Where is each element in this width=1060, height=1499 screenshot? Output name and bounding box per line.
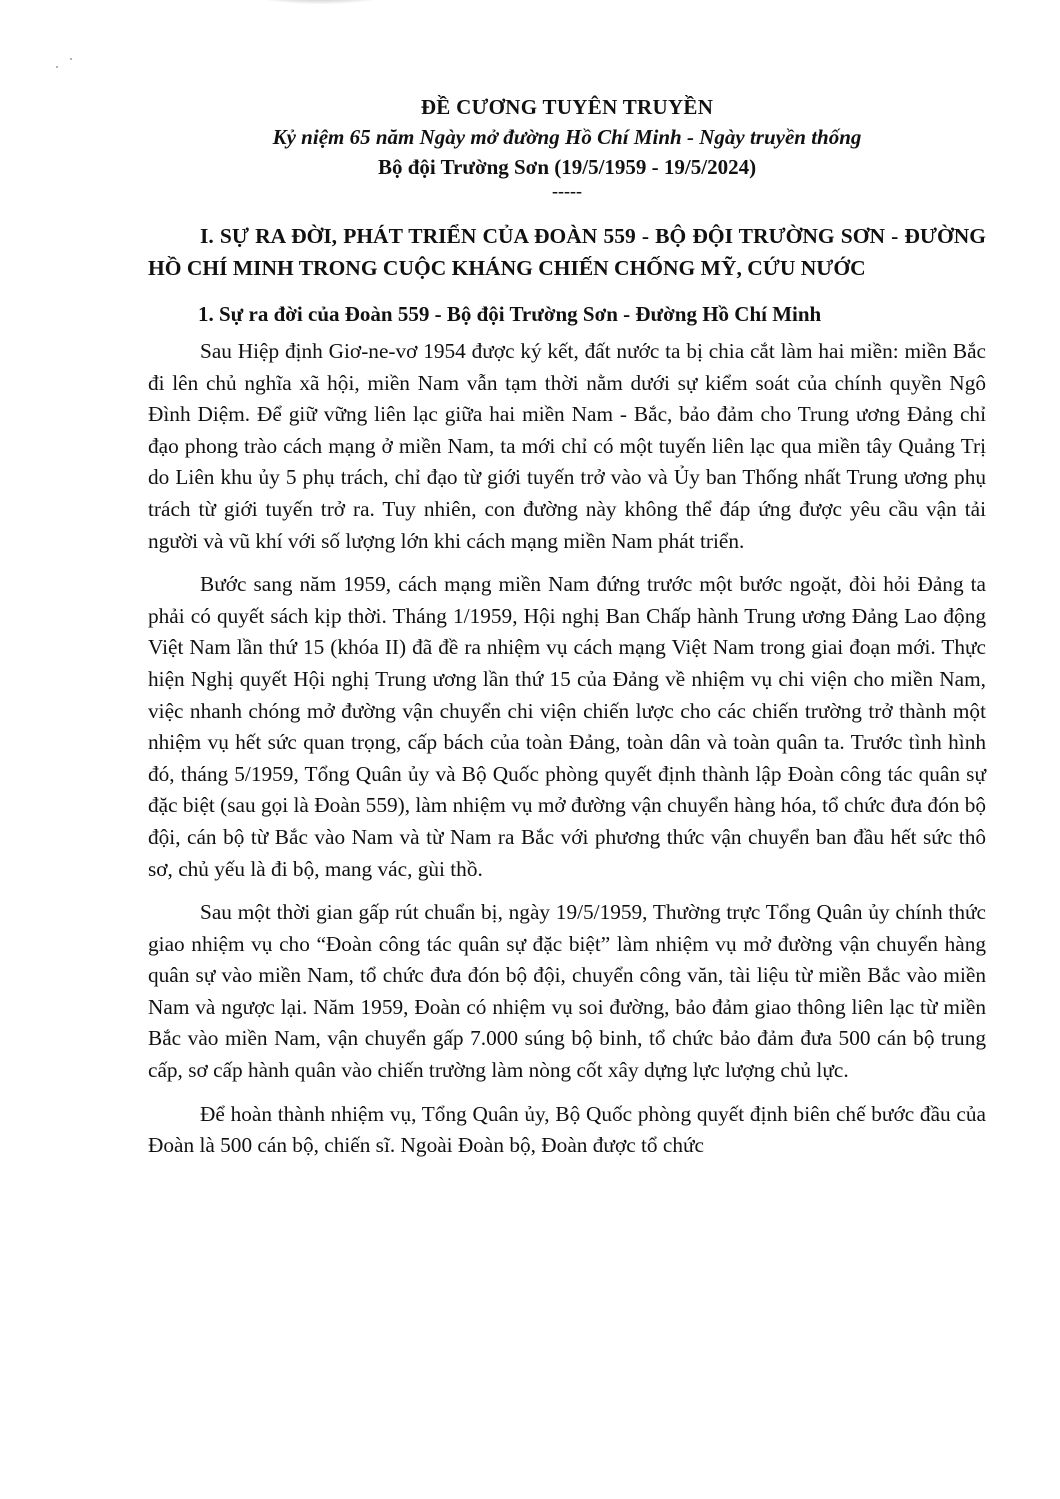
document-subtitle-line-1: Kỷ niệm 65 năm Ngày mở đường Hồ Chí Minh - Ngày truyền thống: [272, 125, 862, 149]
section-1-heading: I. SỰ RA ĐỜI, PHÁT TRIỂN CỦA ĐOÀN 559 - BỘ ĐỘI TRƯỜNG SƠN - ĐƯỜNG HỒ CHÍ MINH TRONG CUỘC KHÁNG CHIẾN CHỐNG MỸ, CỨU NƯỚC: [148, 224, 986, 280]
title-block: [148, 92, 986, 182]
document-title: ĐỀ CƯƠNG TUYÊN TRUYỀN: [420, 95, 714, 119]
scan-dot: [70, 58, 72, 60]
document-subtitle-line-2: Bộ đội Trường Sơn (19/5/1959 - 19/5/2024): [377, 155, 757, 179]
subsection-1-heading: 1. Sự ra đời của Đoàn 559 - Bộ đội Trường Sơn - Đường Hồ Chí Minh: [198, 302, 822, 326]
title-separator: -----: [552, 181, 582, 201]
paragraph-3: Sau một thời gian gấp rút chuẩn bị, ngày 19/5/1959, Thường trực Tổng Quân ủy chính thức giao nhiệm vụ cho “Đoàn công tác quân sự đặc biệt” làm nhiệm vụ mở đường vận chuyển hàng quân sự vào miền Nam, tổ chức đưa đón bộ đội, chuyển công văn, tài liệu từ miền Bắc vào miền Nam và ngược lại. Năm 1959, Đoàn có nhiệm vụ soi đường, bảo đảm giao thông liên lạc từ miền Bắc vào miền Nam, vận chuyển gấp 7.000 súng bộ binh, tổ chức bảo đảm đưa 500 cán bộ trung cấp, sơ cấp hành quân vào chiến trường làm nòng cốt xây dựng lực lượng chủ lực.: [148, 900, 986, 1083]
document-page: [148, 92, 986, 1162]
paragraph-2: Bước sang năm 1959, cách mạng miền Nam đứng trước một bước ngoặt, đòi hỏi Đảng ta phải có quyết sách kịp thời. Tháng 1/1959, Hội nghị Ban Chấp hành Trung ương Đảng Lao động Việt Nam lần thứ 15 (khóa II) đã đề ra nhiệm vụ cách mạng Việt Nam trong giai đoạn mới. Thực hiện Nghị quyết Hội nghị Trung ương lần thứ 15 của Đảng về nhiệm vụ chi viện cho miền Nam, việc nhanh chóng mở đường vận chuyển chi viện chiến lược cho các chiến trường trở thành một nhiệm vụ hết sức quan trọng, cấp bách của toàn Đảng, toàn dân và toàn quân ta. Trước tình hình đó, tháng 5/1959, Tổng Quân ủy và Bộ Quốc phòng quyết định thành lập Đoàn công tác quân sự đặc biệt (sau gọi là Đoàn 559), làm nhiệm vụ mở đường vận chuyển hàng hóa, tổ chức đưa đón bộ đội, cán bộ từ Bắc vào Nam và từ Nam ra Bắc với phương thức vận chuyển ban đầu hết sức thô sơ, chủ yếu là đi bộ, mang vác, gùi thồ.: [148, 572, 986, 881]
scan-artifact: [250, 0, 390, 4]
scan-dot: [56, 66, 58, 68]
paragraph-4: Để hoàn thành nhiệm vụ, Tổng Quân ủy, Bộ Quốc phòng quyết định biên chế bước đầu của Đoàn là 500 cán bộ, chiến sĩ. Ngoài Đoàn bộ, Đoàn được tổ chức: [148, 1101, 986, 1158]
paragraph-1: Sau Hiệp định Giơ-ne-vơ 1954 được ký kết, đất nước ta bị chia cắt làm hai miền: miền Bắc đi lên chủ nghĩa xã hội, miền Nam vẫn tạm thời nằm dưới sự kiểm soát của chính quyền Ngô Đình Diệm. Để giữ vững liên lạc giữa hai miền Nam - Bắc, bảo đảm cho Trung ương Đảng chỉ đạo phong trào cách mạng ở miền Nam, ta mới chỉ có một tuyến liên lạc qua miền tây Quảng Trị do Liên khu ủy 5 phụ trách, chỉ đạo từ giới tuyến trở vào và Ủy ban Thống nhất Trung ương phụ trách từ giới tuyến trở ra. Tuy nhiên, con đường này không thể đáp ứng được yêu cầu vận tải người và vũ khí với số lượng lớn khi cách mạng miền Nam phát triển.: [148, 339, 986, 553]
